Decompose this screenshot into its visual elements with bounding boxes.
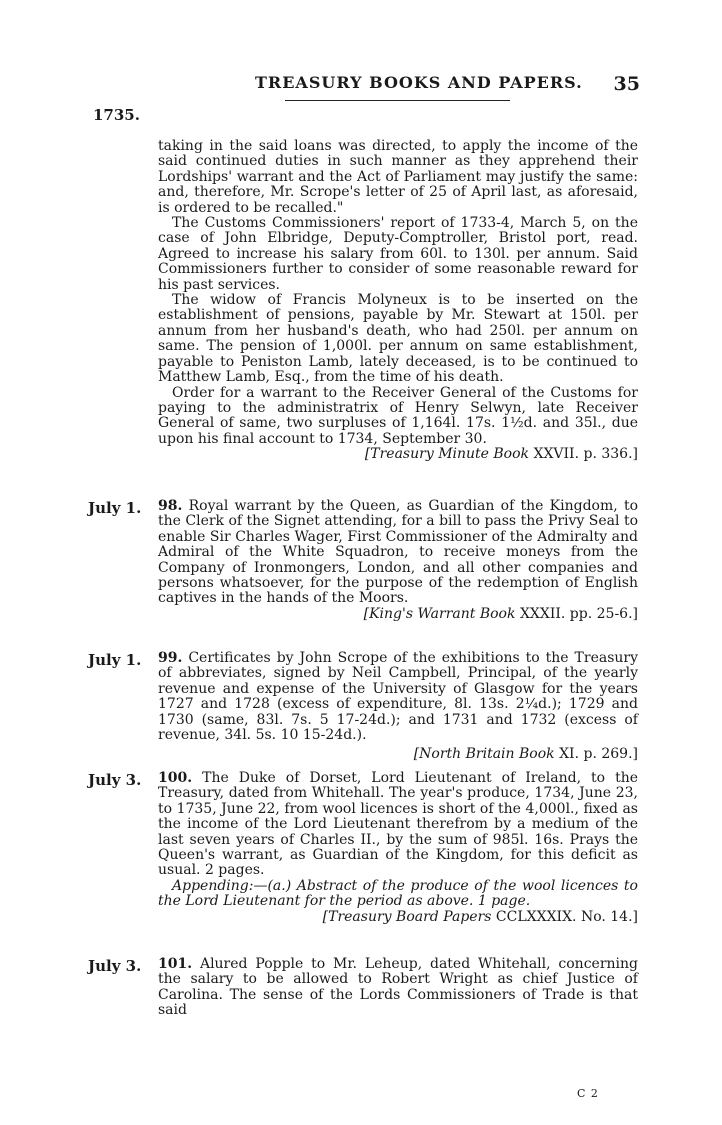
entry-date: July 1. — [88, 499, 142, 517]
entry-100 — [158, 771, 638, 925]
entry-date: July 3. — [88, 771, 142, 789]
entry-text: Alured Popple to Mr. Leheup, dated Whitehall, concerning the salary to be allowed to Robert Wright as chief Justice of Carolina. The sense of the Lords Commissioners of Trade is that said — [158, 956, 638, 1019]
intro-paragraph: The Customs Commissioners' report of 1733-4, March 5, on the case of John Elbridge, Deputy-Comptroller, Bristol port, read. Agreed to increase his salary from 60l. to 130l. per annum. Said Commissioners further to consider of some reasonable reward for his past services. — [158, 215, 638, 293]
header-rule — [285, 100, 510, 101]
intro-paragraph: The widow of Francis Molyneux is to be inserted on the establishment of pensions, payable by Mr. Stewart at 150l. per annum from her husband's death, who had 250l. per annum on same. The pension of 1,000l. per annum on same establishment, payable to Peniston Lamb, lately deceased, is to be continued to Matthew Lamb, Esq., from the time of his death. — [158, 292, 638, 386]
appending-text: Appending:—(a.) Abstract of the produce of the wool licences to the Lord Lieutenant for the period as above. 1 page. — [158, 877, 638, 910]
intro-block — [158, 139, 638, 463]
source-reference: [Treasury Board Papers CCLXXXIX. No. 14.] — [322, 908, 638, 925]
intro-paragraph: taking in the said loans was directed, to apply the income of the said continued duties in such manner as they apprehend their Lordships' warrant and the Act of Parliament may justify the same: and, therefore, Mr. Scrope's letter of 25 of April last, as aforesaid, is ordered to be recalled." — [158, 138, 638, 216]
entry-text: Royal warrant by the Queen, as Guardian of the Kingdom, to the Clerk of the Signet attending, for a bill to pass the Privy Seal to enable Sir Charles Wager, First Commissioner of the Admiralty and Admiral of the White Squadron, to receive moneys from the Company of Ironmongers, London, and all other companies and persons whatsoever, for the purpose of the redemption of English captives in the hands of the Moors. — [158, 498, 639, 607]
entry-number: 101. — [158, 956, 193, 972]
page-number: 35 — [613, 73, 640, 95]
entry-date: July 1. — [88, 651, 142, 669]
entry-text: The Duke of Dorset, Lord Lieutenant of Ireland, to the Treasury, dated from Whitehall. The year's produce, 1734, June 23, to 1735, June 22, from wool licences is short of the 4,000l., fixed as the income of the Lord Lieutenant therefrom by a medium of the last seven years of Charles II., by the sum of 985l. 16s. Prays the Queen's warrant, as Guardian of the Kingdom, for this deficit as usual. 2 pages. — [158, 770, 639, 879]
intro-paragraph: Order for a warrant to the Receiver General of the Customs for paying to the administratrix of Henry Selwyn, late Receiver General of same, two surpluses of 1,164l. 17s. 1½d. and 35l., due upon his final account to 1734, September 30. — [158, 384, 638, 447]
signature-mark: C 2 — [577, 1087, 599, 1100]
entry-date: July 3. — [88, 957, 142, 975]
entry-99 — [158, 651, 638, 763]
source-reference: [Treasury Minute Book XXVII. p. 336.] — [364, 446, 638, 463]
margin-year: 1735. — [93, 106, 140, 124]
entry-101 — [158, 957, 638, 1019]
entry-number: 98. — [158, 498, 183, 514]
entry-text: Certificates by John Scrope of the exhibitions to the Treasury of abbreviates, signed by Neil Campbell, Principal, of the yearly revenue and expense of the University of Glasgow for the years 1727 and 1728 (excess of expenditure, 8l. 13s. 2¼d.); 1729 and 1730 (same, 83l. 7s. 5 17-24d.); and 1731 and 1732 (excess of revenue, 34l. 5s. 10 15-24d.). — [158, 650, 638, 744]
source-reference: [North Britain Book XI. p. 269.] — [413, 746, 638, 763]
entry-number: 100. — [158, 770, 193, 786]
entry-98 — [158, 499, 638, 622]
running-title: TREASURY BOOKS AND PAPERS. — [255, 73, 583, 92]
source-reference: [King's Warrant Book XXXII. pp. 25-6.] — [363, 605, 638, 622]
entry-number: 99. — [158, 650, 183, 666]
